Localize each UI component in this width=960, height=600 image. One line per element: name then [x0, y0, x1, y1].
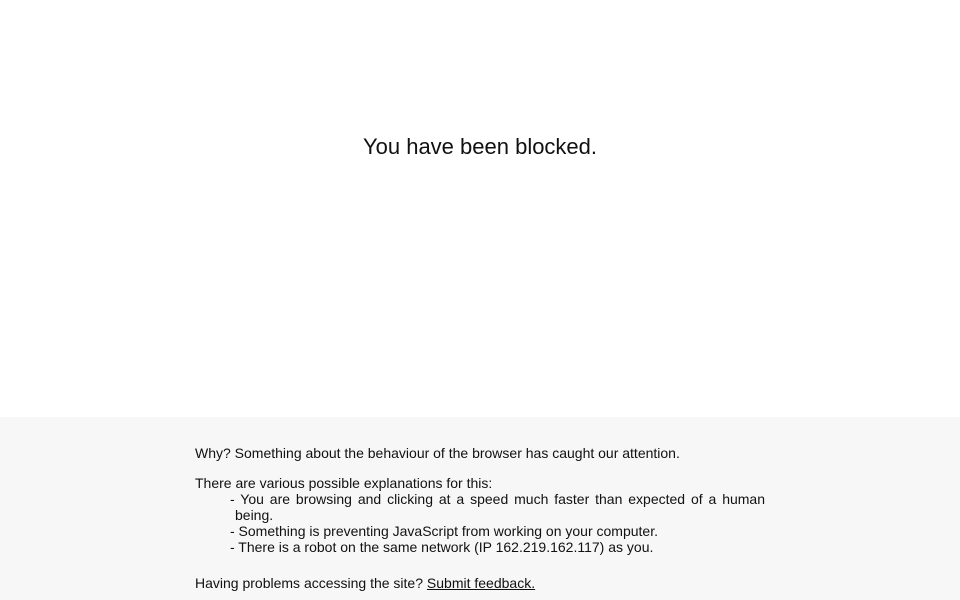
page-title: You have been blocked. — [362, 134, 598, 159]
details-panel — [0, 417, 960, 600]
explanation-item-speed: - You are browsing and clicking at a speed much faster than expected of a human being. — [230, 491, 765, 523]
details-content — [195, 445, 765, 591]
submit-feedback-link[interactable]: Submit feedback. — [426, 575, 536, 591]
explanations-block — [195, 475, 765, 555]
explanation-item-javascript: - Something is preventing JavaScript from working on your computer. — [230, 523, 658, 539]
explanations-intro: There are various possible explanations for this: — [195, 475, 493, 491]
help-line — [195, 575, 765, 591]
help-prompt: Having problems accessing the site? — [195, 575, 424, 591]
why-text: Why? Something about the behaviour of the browser has caught our attention. — [195, 445, 680, 461]
explanation-item-robot-ip: - There is a robot on the same network (IP 162.219.162.117) as you. — [230, 539, 654, 555]
